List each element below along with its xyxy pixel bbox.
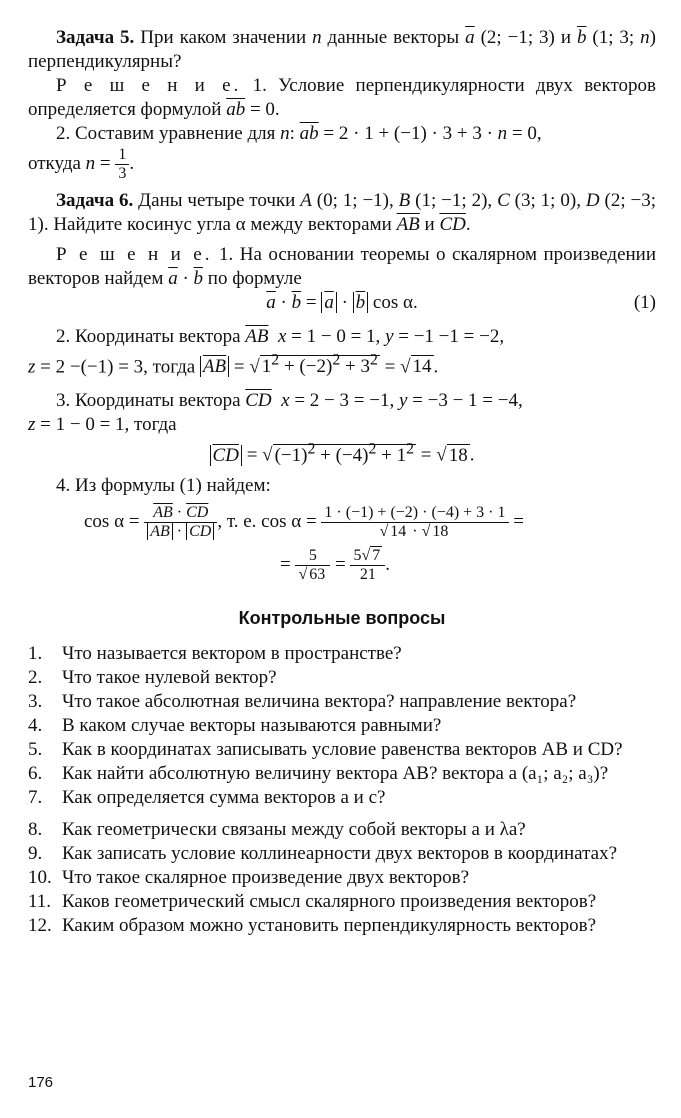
questions-list [28,642,656,938]
list-item: 7. Как определяется сумма векторов a и c? [28,786,386,808]
list-item: 8. Как геометрически связаны между собой векторы a и λa? [28,818,526,840]
formula-result: = $\frac{5}{√ 63}$ = $\frac{5√ 7}{21}$ . [280,546,390,583]
list-item: 1. Что называется вектором в пространстве? [28,642,402,664]
list-item: 2. Что такое нулевой вектор? [28,666,277,688]
formula-cos: cos α = $\frac{\overline{AB} \cdot \overline{CD}}{\overline{AB} \cdot \overline{CD}}$ , т. е. cos α = $\frac{1 \cdot (-1) + (-2) \cdot (-4) + 3 \cdot 1}{√ 14 \cdot √ 18}$ = [84,503,524,540]
page-number: 176 [28,1074,54,1091]
list-item: 9. Как записать условие коллинеарности двух векторов в координатах? [28,842,617,864]
task6-title: Задача 6. [56,190,134,211]
list-item: 4. В каком случае векторы называются равными? [28,714,442,736]
list-item: 3. Что такое абсолютная величина вектора? направление вектора? [28,690,577,712]
fraction-result-2: $\frac{5√ 7}{21}$ [350,547,385,584]
task6-step2-cont: z = 2 −(−1) = 3, тогда $\overline{AB}$ = √ $1^2 + (-2)^2 + 3^2$ = √ 14 . [28,352,439,378]
task6-step1: Р е ш е н и е. 1. На основании теоремы о скалярном произведении векторов найдем $\overline{a} \cdot \overline{b}$ по формуле [28,244,656,289]
formula-1-number: (1) [633,292,656,313]
page-content [28,26,656,938]
task6-step2: 2. Координаты вектора $\overline{AB}$ x = 1 − 0 = 1, y = −1 −1 = −2, [56,326,505,347]
section-title: Контрольные вопросы [238,607,446,628]
task6-step3-cont: z = 1 − 0 = 1, тогда [28,414,177,436]
fraction-result-1: $\frac{5}{√ 63}$ [295,547,330,584]
list-item: 10. Что такое скалярное произведение двух векторов? [28,866,470,888]
fraction-one-third: $\frac{1}{3}$ [115,146,129,183]
list-item: 11. Каков геометрический смысл скалярного произведения векторов? [28,890,597,912]
task5-solution-label: Р е ш е н и е. [56,75,242,96]
task5-statement: Задача 5. При каком значении n данные векторы $\overline{a}$ (2; −1; 3) и $\overline{b}$ (1; 3; n) перпендикулярны? [28,27,656,72]
task5-step2: 2. Составим уравнение для n: $\overline{ab} = 2 \cdot 1 + (-1) \cdot 3 + 3 \cdot n = 0$, [56,123,542,144]
task6-statement: Задача 6. Даны четыре точки A (0; 1; −1), B (1; −1; 2), C (3; 1; 0), D (2; −3; 1). Найдите косинус угла α между векторами $\overline{AB}$ и $\overline{CD}$. [28,190,657,235]
task6-step4: 4. Из формулы (1) найдем: [56,474,271,496]
list-item: 5. Как в координатах записывать условие равенства векторов AB и CD? [28,738,623,760]
task6-step3: 3. Координаты вектора $\overline{CD}$ x = 2 − 3 = −1, y = −3 − 1 = −4, [56,390,523,412]
fraction-cos-2: $\frac{1 \cdot (-1) + (-2) \cdot (-4) + 3 \cdot 1}{√ 14 \cdot √ 18}$ [321,504,508,541]
task5-step1: Р е ш е н и е. 1. Условие перпендикулярности двух векторов определяется формулой $\overline{ab} = 0$. [28,75,656,120]
task5-title: Задача 5. [56,27,135,48]
formula-cd: $\overline{CD}$ = √ $(-1)^2 + (-4)^2 + 1^2$ = √ 18 . [28,437,656,467]
task5-step2-cont: откуда n = $\frac{1}{3}$ . [28,146,135,182]
list-item: 6. Как найти абсолютную величину вектора AB? вектора a (a₁; a₂; a₃)? [28,762,609,784]
formula-1: $\overline{a} \cdot \overline{b} = \overline{a} \cdot \overline{b}$ cos α. (1) [266,292,656,313]
list-item: 12. Каким образом можно установить перпендикулярность векторов? [28,914,597,936]
fraction-cos-1: $\frac{\overline{AB} \cdot \overline{CD}}{\overline{AB} \cdot \overline{CD}}$ [144,504,217,541]
task6-solution-label: Р е ш е н и е. [56,244,213,265]
